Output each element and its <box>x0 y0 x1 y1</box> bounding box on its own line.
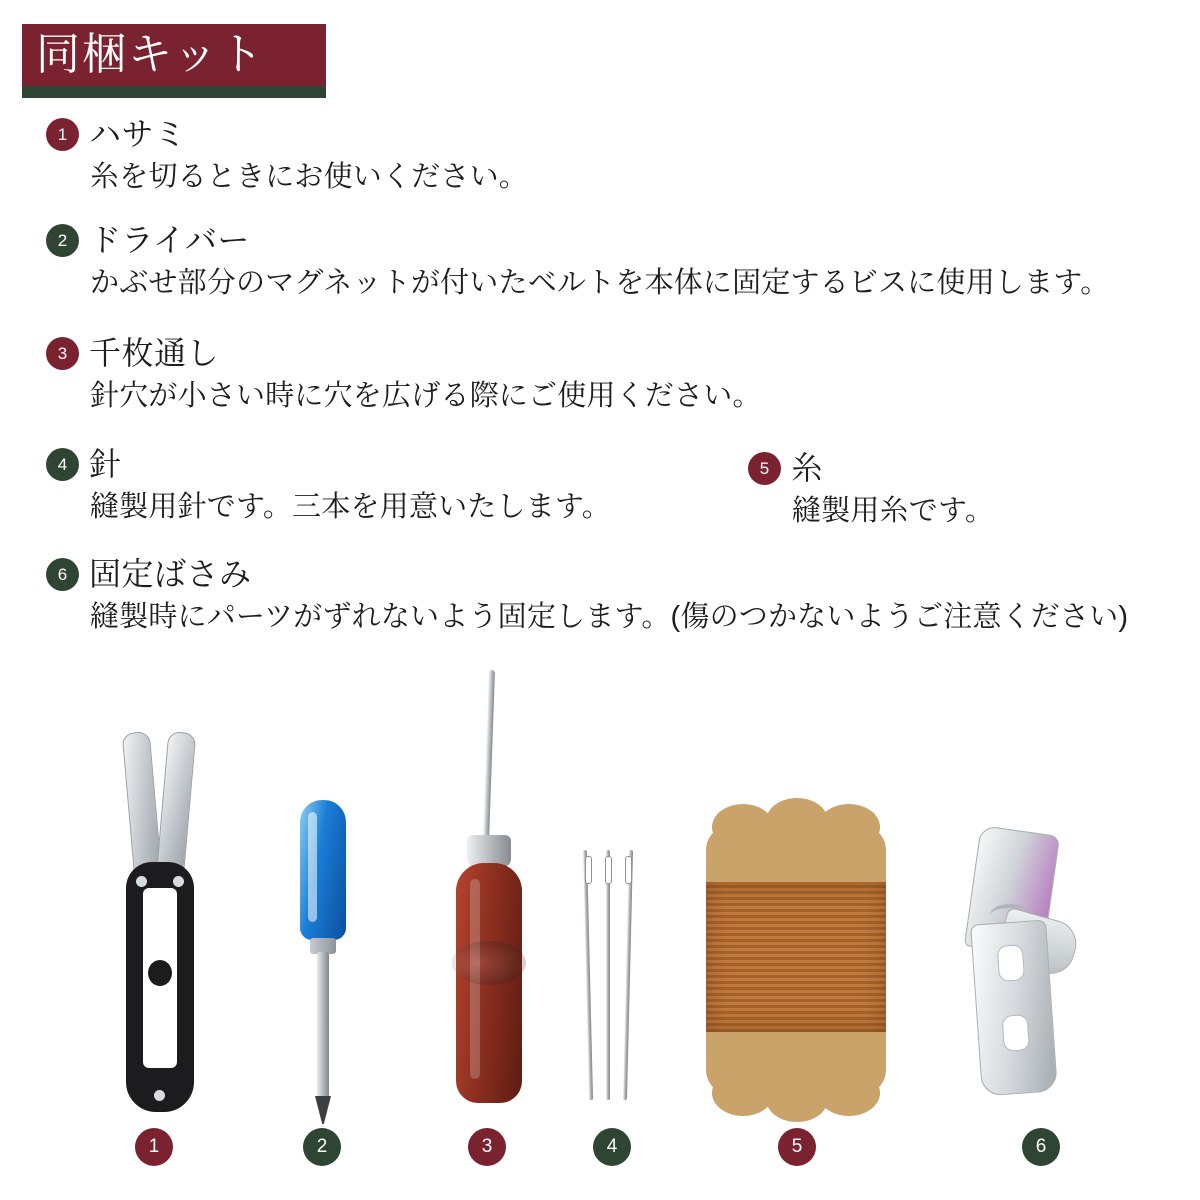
scissors-blade-left <box>122 731 163 880</box>
scissors-handle <box>126 862 194 1112</box>
photo-caption-5: 5 <box>778 1128 816 1166</box>
needle-eye <box>605 856 612 884</box>
screwdriver-tip <box>315 1096 331 1124</box>
kit-item-2-badge: 2 <box>46 224 79 257</box>
sewing-needle <box>623 850 633 1100</box>
screwdriver-icon <box>282 800 372 1120</box>
clip-hole <box>997 944 1025 982</box>
page-title-banner <box>22 24 326 86</box>
kit-item-3-title: 千枚通し <box>89 335 220 371</box>
kit-item-2-head <box>46 224 1109 258</box>
kit-item-3-badge: 3 <box>46 337 79 370</box>
thread-card-lobe <box>818 1070 880 1116</box>
kit-item-3 <box>46 337 762 413</box>
photo-caption-row <box>0 1128 1200 1188</box>
kit-item-1-badge: 1 <box>46 118 79 151</box>
kit-item-5-description: 縫製用糸です。 <box>792 494 995 527</box>
kit-item-6-badge: 6 <box>46 558 79 591</box>
scissors-icon <box>100 720 220 1120</box>
title-underline <box>22 86 326 98</box>
kit-item-4 <box>46 448 611 524</box>
clip-hole <box>1002 1014 1030 1052</box>
product-photo-strip <box>0 660 1200 1130</box>
kit-item-3-description: 針穴が小さい時に穴を広げる際にご使用ください。 <box>90 379 762 412</box>
photo-caption-6: 6 <box>1022 1128 1060 1166</box>
needle-eye <box>585 856 592 884</box>
photo-caption-2: 2 <box>303 1128 341 1166</box>
page-title: 同梱キット <box>36 30 266 79</box>
screwdriver-handle <box>300 800 346 940</box>
photo-caption-1: 1 <box>135 1128 173 1166</box>
kit-item-1-description: 糸を切るときにお使いください。 <box>90 160 529 193</box>
kit-item-5-badge: 5 <box>748 452 781 485</box>
kit-item-1-head <box>46 118 528 152</box>
needle-eye <box>625 856 632 884</box>
scissors-rivet <box>173 876 184 887</box>
thread-card-lobe <box>712 1070 774 1116</box>
kit-item-6 <box>46 558 1128 634</box>
photo-caption-4: 4 <box>593 1128 631 1166</box>
thread-card-lobe <box>712 804 774 850</box>
needles-icon <box>580 850 650 1120</box>
kit-item-3-head <box>46 337 762 371</box>
kit-item-4-title: 針 <box>89 446 122 482</box>
thread-card <box>706 820 886 1100</box>
kit-item-4-badge: 4 <box>46 448 79 481</box>
sewing-needle <box>606 850 610 1100</box>
kit-item-4-description: 縫製用針です。三本を用意いたします。 <box>90 490 611 523</box>
awl-handle <box>456 863 522 1103</box>
kit-item-6-head <box>46 558 1128 592</box>
thread-card-lobe <box>818 804 880 850</box>
thread-icon <box>706 820 896 1120</box>
awl-needle <box>483 670 495 840</box>
sewing-needle <box>583 850 593 1100</box>
scissors-handle-notch <box>148 960 172 986</box>
kit-item-2-title: ドライバー <box>89 222 250 258</box>
kit-item-5-title: 糸 <box>791 450 824 486</box>
kit-item-1 <box>46 118 528 194</box>
thread-winding <box>706 882 886 1032</box>
scissors-blade-right <box>156 731 197 880</box>
screwdriver-shaft <box>317 952 329 1102</box>
kit-item-6-description: 縫製時にパーツがずれないよう固定します。(傷のつかないようご注意ください) <box>90 600 1129 633</box>
kit-item-2-description: かぶせ部分のマグネットが付いたベルトを本体に固定するビスに使用します。 <box>90 266 1110 299</box>
kit-item-5-head <box>748 452 994 486</box>
awl-icon <box>430 660 550 1120</box>
screwdriver-handle-highlight <box>308 812 317 922</box>
scissors-rivet <box>136 876 147 887</box>
kit-item-5 <box>748 452 994 528</box>
scissors-rivet <box>154 1090 165 1101</box>
kit-item-2 <box>46 224 1109 300</box>
photo-caption-3: 3 <box>468 1128 506 1166</box>
kit-item-4-head <box>46 448 611 482</box>
kit-item-1-title: ハサミ <box>89 116 187 152</box>
clip-lower-arm <box>970 920 1058 1097</box>
clip-icon <box>960 830 1090 1120</box>
awl-handle-waist <box>452 941 526 985</box>
kit-item-6-title: 固定ばさみ <box>89 556 252 592</box>
